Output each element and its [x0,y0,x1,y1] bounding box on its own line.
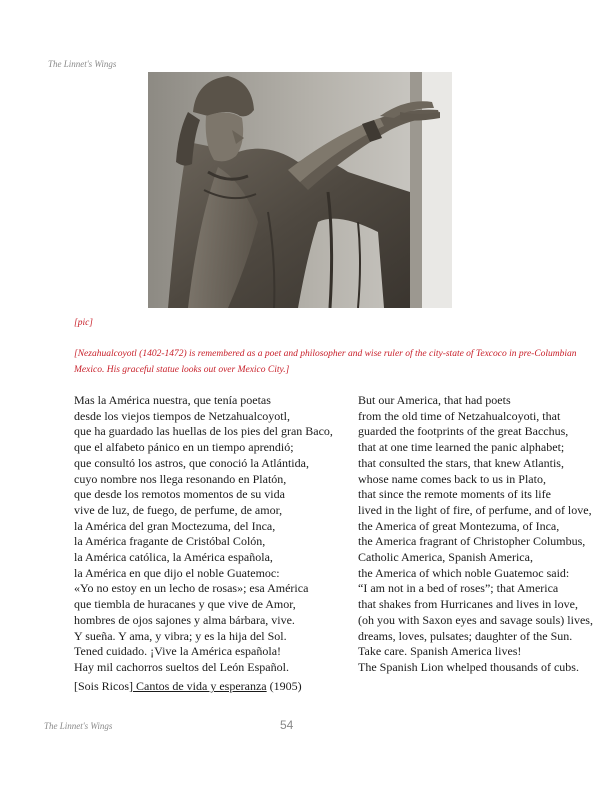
poem-line: Tened cuidado. ¡Vive la América española! [74,644,282,659]
poem-line: que desde los remotos momentos de su vida [74,487,285,502]
poem-line: la América católica, la América española, [74,550,273,565]
running-head: The Linnet's Wings [48,59,117,69]
poem-line: dreams, loves, pulsates; daughter of the Sun. [358,628,573,643]
poem-line: que consultó los astros, que conoció la Atlántida, [74,455,309,470]
page-number: 54 [280,718,294,732]
poem-line: Mas la América nuestra, que tenía poetas [74,393,271,407]
poem-line: vive de luz, de fuego, de perfume, de amor, [74,502,283,517]
poem-line: from the old time of Netzahualcoyoti, that [358,408,561,423]
poem-line: the America of which noble Guatemoc said: [358,565,570,580]
poem-line: desde los viejos tiempos de Netzahualcoyotl, [74,408,290,423]
source-citation [74,679,302,694]
poem-line: that at one time learned the panic alphabet; [358,440,565,455]
poem-english [358,393,593,676]
poem-line: la América del gran Moctezuma, del Inca, [74,518,276,533]
figure-caption: [Nezahualcoyotl (1402-1472) is remembered as a poet and philosopher and wise ruler of the city-state of Texcoco in pre-Columbian Mexico. His graceful statue looks out over Mexico City.] [74,349,577,375]
poem-line: Y sueña. Y ama, y vibra; y es la hija del Sol. [74,628,287,643]
poem-line: guarded the footprints of the great Bacchus, [358,424,569,439]
poem-line: the America of great Montezuma, of Inca, [358,518,560,533]
poem-line: “I am not in a bed of roses”; that America [358,581,559,596]
poem-line: (oh you with Saxon eyes and savage souls) lives, [358,612,593,627]
poem-line: Catholic America, Spanish America, [358,550,533,565]
poem-spanish [74,393,333,676]
poem-line: The Spanish Lion whelped thousands of cubs. [358,659,579,674]
source-book-link[interactable]: Cantos de vida y esperanza [133,679,267,693]
footer-title: The Linnet's Wings [44,721,113,731]
statue-photo [148,72,452,308]
poem-line: Take care. Spanish America lives! [358,644,522,659]
poem-line: hombres de ojos sajones y alma bárbara, vive. [74,612,295,627]
poem-line: que el alfabeto pánico en un tiempo aprendió; [74,440,294,455]
poem-line: that shakes from Hurricanes and lives in love, [358,597,578,612]
poem-line: But our America, that had poets [358,393,511,407]
poem-line: cuyo nombre nos llega resonando en Platón, [74,471,287,486]
source-year: (1905) [266,679,302,693]
poem-line: que tiembla de huracanes y que vive de Amor, [74,597,296,612]
poem-line: that since the remote moments of its life [358,487,551,502]
poem-line: la América en que dijo el noble Guatemoc: [74,565,280,580]
poem-line: «Yo no estoy en un lecho de rosas»; esa América [74,581,309,596]
poem-line: whose name comes back to us in Plato, [358,471,546,486]
poem-line: la América fragante de Cristóbal Colón, [74,534,266,549]
poem-line: que ha guardado las huellas de los pies del gran Baco, [74,424,333,439]
source-prefix: [Sois Ricos] [74,679,134,693]
poem-line: lived in the light of fire, of perfume, and of love, [358,502,592,517]
poem-line: that consulted the stars, that knew Atlantis, [358,455,564,470]
poem-line: the America fragrant of Christopher Columbus, [358,534,586,549]
figure-placeholder-tag: [pic] [74,318,93,328]
poem-line: Hay mil cachorros sueltos del León Español. [74,659,289,674]
